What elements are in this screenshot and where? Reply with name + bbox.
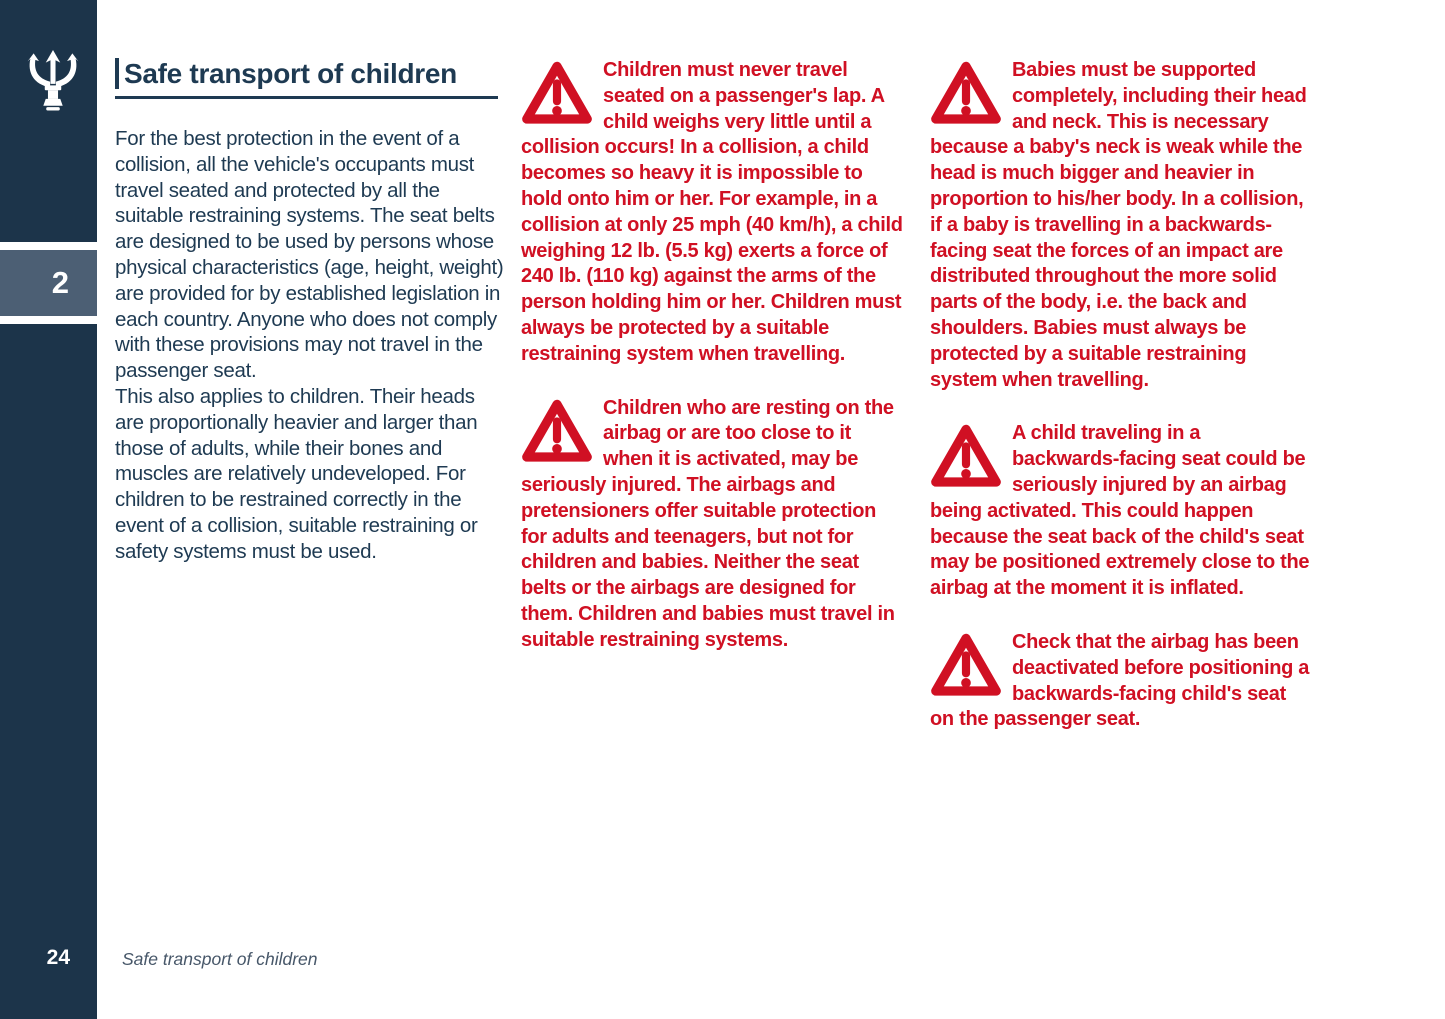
page-number: 24 (46, 946, 70, 969)
intro-column (115, 126, 505, 565)
chapter-tab (0, 242, 97, 324)
warning-block (521, 58, 903, 368)
warnings-column-right (930, 58, 1312, 761)
warning-triangle-icon (521, 60, 593, 124)
warning-block (930, 630, 1312, 733)
intro-paragraph-1: For the best protection in the event of a collision, all the vehicle's occupants must travel seated and protected by all the suitable restraining systems. The seat belts are designed to be used by persons whose physical characteristics (age, height, weight) are provided for by established legislation in each country. Anyone who does not comply with these provisions may not travel in the passenger seat. (115, 127, 504, 383)
sidebar (0, 0, 97, 1019)
warning-triangle-icon (521, 398, 593, 462)
footer-section-title: Safe transport of children (122, 949, 318, 969)
warning-text: Check that the airbag has been deactivated before positioning a backwards-facing child's seat on the passenger seat. (930, 630, 1310, 731)
maserati-trident-icon (22, 50, 84, 122)
chapter-number: 2 (51, 265, 69, 300)
warning-block (521, 396, 903, 654)
page-title: Safe transport of children (115, 58, 498, 89)
warning-text: A child traveling in a backwards-facing seat could be seriously injured by an airbag being activated. This could happen because the seat back of the child's seat may be positioned extremely close to the airbag at the moment it is inflated. (930, 422, 1310, 600)
page-header (115, 58, 498, 99)
warning-block (930, 58, 1312, 393)
warning-triangle-icon (930, 60, 1002, 124)
intro-paragraph-2: This also applies to children. Their heads are proportionally heavier and larger than those of adults, while their bones and muscles are relatively undeveloped. For children to be restrained correctly in the event of a collision, suitable restraining or safety systems must be used. (115, 384, 478, 563)
warnings-column-middle (521, 58, 903, 682)
warning-text: Babies must be supported completely, including their head and neck. This is necessary because a baby's neck is weak while the head is much bigger and heavier in proportion to his/her body. In a collision, if a baby is travelling in a backwards-facing seat the forces of an impact are distributed throughout the more solid parts of the body, i.e. the back and shoulders. Babies must always be protected by a suitable restraining system when travelling. (930, 59, 1307, 391)
warning-text: Children must never travel seated on a passenger's lap. A child weighs very little until a collision occurs! In a collision, a child becomes so heavy it is impossible to hold onto him or her. For example, in a collision at only 25 mph (40 km/h), a child weighing 12 lb. (5.5 kg) exerts a force of 240 lb. (110 kg) against the arms of the person holding him or her. Children must always be protected by a suitable restraining system when travelling. (521, 59, 903, 365)
warning-text: Children who are resting on the airbag or are too close to it when it is activated, may be seriously injured. The airbags and pretensioners offer suitable protection for adults and teenagers, but not for children and babies. Neither the seat belts or the airbags are designed for them. Children and babies must travel in suitable restraining systems. (521, 396, 895, 651)
warning-triangle-icon (930, 423, 1002, 487)
warning-triangle-icon (930, 632, 1002, 696)
warning-block (930, 421, 1312, 602)
